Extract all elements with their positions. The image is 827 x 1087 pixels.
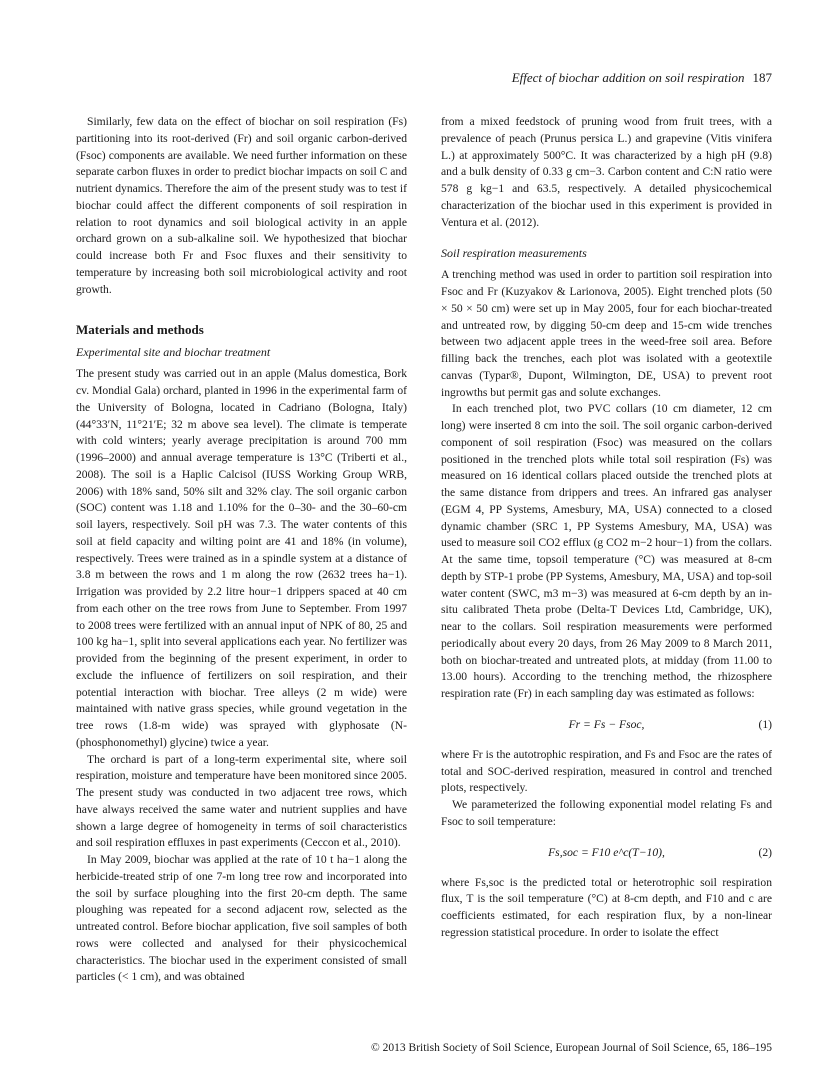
paragraph: where Fs,soc is the predicted total or heterotrophic soil respiration flux, T is the soil temperature (°C) at 8-cm depth, and F10 and c are coefficients estimated, for each respiration flux, by a non-linear regression statistical procedure. In order to isolate the effect [441,875,772,939]
equation-2-expression: Fs,soc = F10 e^c(T−10), [548,845,665,859]
left-column [76,114,407,986]
running-title: Effect of biochar addition on soil respiration [511,70,745,85]
subsection-heading: Experimental site and biochar treatment [76,345,271,360]
equation-1-expression: Fr = Fs − Fsoc, [568,717,645,731]
paragraph: We parameterized the following exponential model relating Fs and Fsoc to soil temperature: [441,798,772,828]
equation-1-number: (1) [758,717,772,731]
right-column [441,114,772,942]
paragraph: A trenching method was used in order to partition soil respiration into Fsoc and Fr (Kuzyakov & Larionova, 2005). Eight trenched plots (50 × 50 × 50 cm) were set up in May 2005, four for each biochar-treated and untreated row, by digging 50-cm deep and 15-cm wide trenches between two adjacent apple trees in the weed-free soil area. Before filling back the trenches, each plot was isolated with a geotextile canvas (Typar®, Dupont, Wilmington, DE, USA) to prevent root ingrowths but permit gas and solute exchanges. [441,268,772,399]
section-heading: Materials and methods [76,322,204,338]
running-header [512,70,772,86]
equation-2-number: (2) [758,845,772,859]
paragraph: where Fr is the autotrophic respiration, and Fs and Fsoc are the rates of total and SOC-derived respiration, measured in control and trenched plots, respectively. [441,747,772,795]
equation-1 [441,717,772,735]
paragraph: The orchard is part of a long-term experimental site, where soil respiration, moisture and temperature have been monitored since 2005. The present study was conducted in two adjacent tree rows, which have always received the same water and nutrient supplies and have shown a large degree of homogeneity in terms of soil characteristics and soil respiration effluxes in past experiments (Ceccon et al., 2010). [76,752,407,850]
paragraph: from a mixed feedstock of pruning wood from fruit trees, with a prevalence of peach (Prunus persica L.) and grapevine (Vitis vinifera L.) at approximately 500°C. It was characterized by a high pH (9.8) and a bulk density of 0.33 g cm−3. Carbon content and C:N ratio were 578 g kg−1 and 63.5, respectively. A detailed physicochemical characterization of the biochar used in this experiment is provided in Ventura et al. (2012). [441,115,772,229]
paragraph: In May 2009, biochar was applied at the rate of 10 t ha−1 along the herbicide-treated strip of one 7-m long tree row and incorporated into the soil by surface ploughing into the first 20-cm depth. The same ploughing was repeated for a second adjacent row, selected as the untreated control. Before biochar application, five soil samples of both rows were collected and analysed for their physicochemical characteristics. The biochar used in the experiment consisted of small particles (< 1 cm), and was obtained [76,853,407,984]
page-footer [371,1042,772,1054]
paragraph: In each trenched plot, two PVC collars (10 cm diameter, 12 cm long) were inserted 8 cm into the soil. The soil organic carbon-derived component of soil respiration (Fsoc) was measured on the collars positioned in the trenched plots while total soil respiration (Fs) was measured on 16 identical collars placed outside the trenched plots at the same distance from drippers and trees. An infrared gas analyser (EGM 4, PP Systems, Amesbury, MA, USA) connected to a closed dynamic chamber (SRC 1, PP Systems Amesbury, MA, USA) was used to measure soil CO2 efflux (g CO2 m−2 hour−1) from the collars. At the same time, topsoil temperature (°C) was measured at 8-cm depth by STP-1 probe (PP Systems, Amesbury, MA, USA) and top-soil water content (SWC, m3 m−3) was measured at 6-cm depth by an in-situ calibrated Theta probe (Delta-T Devices Ltd, Cambridge, UK), near to the collars. Soil respiration measurements were performed periodically about every 20 days, from 26 May 2009 to 8 March 2011, both on biochar-treated and untreated plots, at midday (from 11.00 to 13.00 hours). According to the trenching method, the rhizosphere respiration rate (Fr) in each sampling day was estimated as follows: [441,402,772,700]
footer-text: © 2013 British Society of Soil Science, European Journal of Soil Science, 65, 186–195 [371,1042,772,1054]
paragraph: The present study was carried out in an apple (Malus domestica, Bork cv. Mondial Gala) orchard, planted in 1996 in the experimental farm of the University of Bologna, located in Cadriano (Bologna, Italy) (44°33′N, 11°21′E; 32 m above sea level). The climate is temperate with cold winters; yearly average precipitation is around 700 mm (1996–2000) and annual average temperature is 13°C (Triberti et al., 2008). The soil is a Haplic Calcisol (IUSS Working Group WRB, 2006) with 18% sand, 50% silt and 32% clay. The soil organic carbon (SOC) content was 1.18 and 1.10% for the 0–30- and the 30–60-cm soil layers, respectively. Soil pH was 7.3. The water contents of this soil at field capacity and wilting point are 41 and 18% (in volume), respectively. Trees were trained as in a spindle system at a distance of 3.8 m between the rows and 1 m along the row (2632 trees ha−1). Irrigation was provided by 2.2 litre hour−1 drippers spaced at 40 cm from each other on the tree rows from June to September. From 1997 to 2008 trees were fertilized with an annual input of NPK of 80, 25 and 100 kg ha−1, split into several applications each year. No fertilizer was provided from the beginning of the present experiment, in order to exclude the influence of fertilizers on soil respiration, and their potential interaction with biochar. Tree alleys (2 m wide) were maintained with native grass species, while ground vegetation in the tree rows (1.8-m wide) was sprayed with glyphosate (N-(phosphonomethyl) glycine) twice a year. [76,367,407,749]
page-number: 187 [752,70,772,85]
subsection-heading: Soil respiration measurements [441,246,587,261]
equation-2 [441,845,772,863]
paragraph: Similarly, few data on the effect of biochar on soil respiration (Fs) partitioning into its root-derived (Fr) and soil organic carbon-derived (Fsoc) components are available. We need further information on these separate carbon fluxes in order to predict biochar impacts on soil C and nutrient dynamics. Therefore the aim of the present study was to test if biochar could affect the different components of soil respiration in relation to root dynamics and soil biological activity in an apple orchard grown on a sub-alkaline soil. We hypothesized that biochar could increase both Fr and Fsoc fluxes and their sensitivity to temperature by increasing both soil microbiological activity and root growth. [76,115,407,296]
